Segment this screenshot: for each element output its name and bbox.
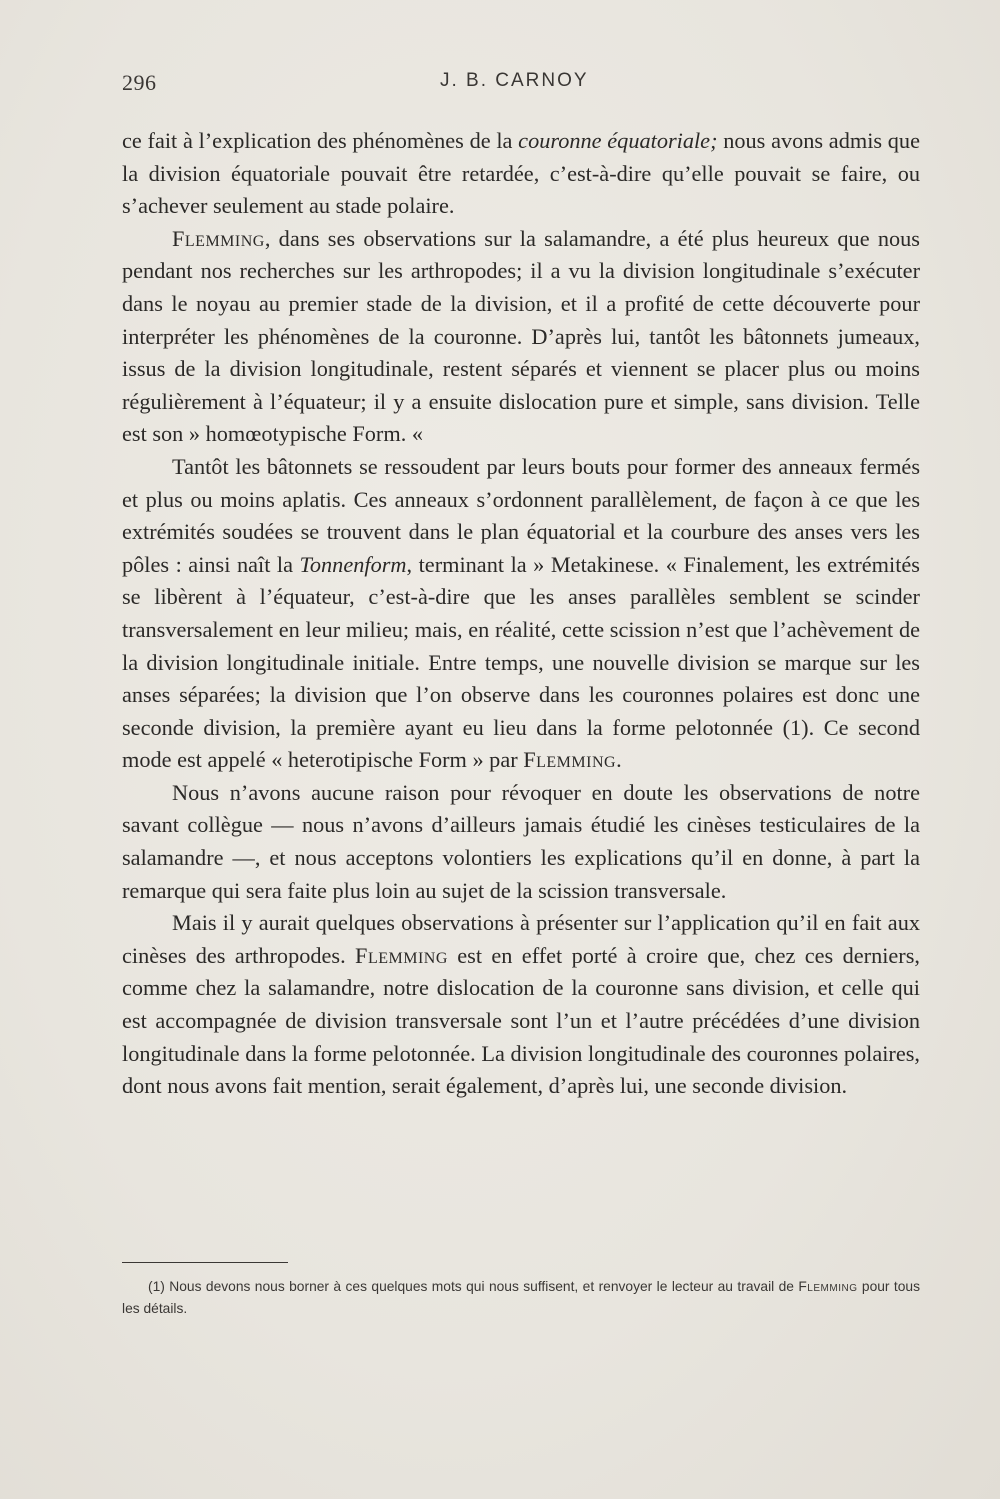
text-run: nous avons admis que la division équatoriale pouvait être retardée, c’est-à-dire qu’elle pouvait se faire, ou s’achever seulement au stade polaire. <box>122 128 920 219</box>
footnote-rule <box>122 1262 288 1263</box>
text-run: , terminant la » Metakinese. « Finalement, les extrémités se libèrent à l’équateur, c’est-à-dire que les anses parallèles semblent se scinder transversalement en leur milieu; mais, en réalité, cette scission n’est que l’achèvement de la division longitudinale initiale. Entre temps, une nouvelle division se marque sur les anses séparées; la division que l’on observe dans les couronnes polaires est donc une seconde division, la première ayant eu lieu dans la forme pelotonnée (1). Ce second mode est appelé « heterotipische Form » par <box>122 551 920 773</box>
text-run: Nous n’avons aucune raison pour révoquer en doute les observations de notre savant collègue — nous n’avons d’ailleurs jamais étudié les cinèses testiculaires de la salamandre —, et nous acceptons volontiers les explications qu’il en donne, à part la remarque qui sera faite plus loin au sujet de la scission transversale. <box>122 779 920 903</box>
paragraph <box>122 907 920 1103</box>
small-caps-name: Flemming <box>172 225 265 251</box>
body-text <box>122 125 920 1103</box>
paragraph <box>122 777 920 907</box>
text-run: . <box>616 747 622 773</box>
paragraph <box>122 125 920 223</box>
page-number: 296 <box>122 70 157 95</box>
small-caps-name: Flemming <box>355 942 448 968</box>
text-run: pour tous les détails. <box>122 1279 921 1316</box>
text-run: Tantôt les bâtonnets se ressoudent par leurs bouts pour former des anneaux fermés et plus ou moins aplatis. Ces anneaux s’ordonnent parallèlement, de façon à ce que les extrémités soudées se trouvent dans le plan équatorial et la courbure des anses vers les pôles : ainsi naît la <box>122 453 920 577</box>
paragraph <box>122 223 920 451</box>
text-run: ce fait à l’explication des phénomènes de la <box>122 128 519 153</box>
paragraph <box>122 451 920 777</box>
footnote <box>122 1276 920 1320</box>
running-head: J. B. CARNOY <box>440 70 589 91</box>
text-run: est en effet porté à croire que, chez ces derniers, comme chez la salamandre, notre dislocation de la couronne sans division, et celle qui est accompagnée de division transversale sont l’un et l’autre précédées d’une division longitudinale dans la forme pelotonnée. La division longitudinale des couronnes polaires, dont nous avons fait mention, serait également, d’après lui, une seconde division. <box>122 942 920 1099</box>
small-caps-name: Flemming <box>798 1279 858 1294</box>
text-run: Mais il y aurait quelques observations à présenter sur l’application qu’il en fait aux cinèses des arthropodes. <box>122 910 920 968</box>
text-run: (1) Nous devons nous borner à ces quelques mots qui nous suffisent, et renvoyer le lecteur au travail de <box>148 1279 799 1294</box>
text-run: , dans ses observations sur la salamandre, a été plus heureux que nous pendant nos recherches sur les arthropodes; il a vu la division longitudinale s’exécuter dans le noyau au premier stade de la division, et il a profité de cette découverte pour interpréter les phénomènes de la couronne. D’après lui, tantôt les bâtonnets jumeaux, issus de la division longitudinale, restent séparés et viennent se placer plus ou moins régulièrement à l’équateur; il y a ensuite dislocation pure et simple, sans division. Telle est son » homœotypische Form. « <box>122 225 920 447</box>
page-header <box>122 70 920 100</box>
italic-text: couronne équatoriale; <box>518 128 718 153</box>
small-caps-name: Flemming <box>523 747 617 773</box>
italic-text: Tonnenform <box>299 551 407 577</box>
